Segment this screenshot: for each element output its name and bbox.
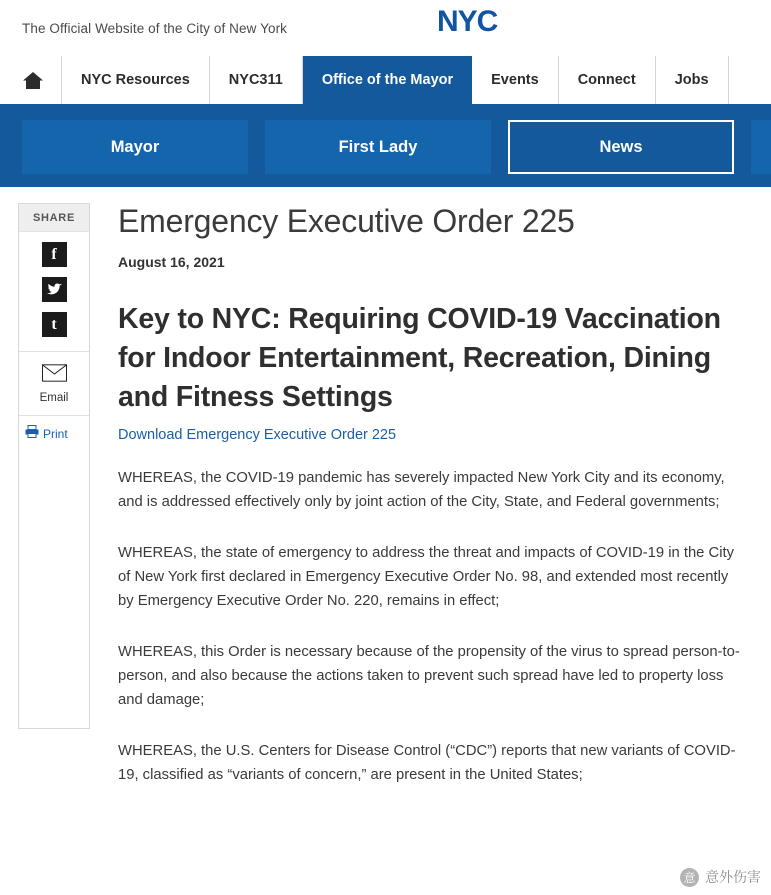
nyc-logo[interactable]: NYC [437,5,498,38]
nav-label: NYC311 [228,72,283,88]
subnav-item-mayor[interactable] [22,120,248,174]
section-navigation [0,107,771,187]
page-title: Emergency Executive Order 225 [118,203,575,239]
subnav-item-news[interactable] [508,120,734,174]
content-area [0,187,771,814]
site-tagline: The Official Website of the City of New York [22,20,288,36]
download-order-link[interactable]: Download Emergency Executive Order 225 [118,426,397,443]
nav-item-jobs[interactable] [656,56,729,104]
tumblr-icon[interactable]: t [42,312,67,337]
twitter-icon[interactable] [42,277,67,302]
article-paragraph: WHEREAS, the state of emergency to address the threat and impacts of COVID-19 in the City of New York first declared in Emergency Executive Order No. 98, and extended most recently by Emergency Executive Order No. 220, remains in effect; [118,544,734,609]
facebook-icon[interactable]: f [42,242,67,267]
nav-item-office-of-the-mayor[interactable] [303,56,472,104]
subnav-label: Mayor [110,137,160,156]
print-button[interactable] [19,416,89,452]
envelope-icon [42,369,67,386]
publish-date: August 16, 2021 [118,253,225,270]
nav-label: NYC Resources [81,72,190,88]
share-heading: SHARE [19,204,89,232]
site-header [0,0,771,56]
subnav-label: First Lady [338,137,418,156]
order-subject-heading: Key to NYC: Requiring COVID-19 Vaccination for Indoor Entertainment, Recreation, Dining and Fitness Settings [118,302,721,414]
nav-label: Office of the Mayor [321,72,454,88]
nav-item-connect[interactable] [559,56,656,104]
nav-label: Events [491,72,539,88]
nav-item-nyc311[interactable] [210,56,303,104]
watermark [680,867,761,887]
email-label: Email [39,392,69,404]
printer-icon [25,425,39,443]
watermark-badge: 意 [680,868,699,887]
subnav-item-first-lady[interactable] [265,120,491,174]
article-paragraph: WHEREAS, the COVID-19 pandemic has severely impacted New York City and its economy, and is addressed effectively only by joint action of the City, State, and Federal governments; [118,469,725,510]
email-share-button[interactable] [19,352,89,416]
nav-item-home[interactable] [0,56,62,104]
subnav-label: News [599,137,643,156]
article-paragraph: WHEREAS, the U.S. Centers for Disease Control (“CDC”) reports that new variants of COVID-19, classified as “variants of concern,” are present in the United States; [118,742,736,783]
nav-item-events[interactable] [472,56,559,104]
nav-label: Jobs [674,72,709,88]
home-icon [22,71,44,90]
share-rail [18,203,90,729]
main-navigation [0,56,771,107]
nav-item-nyc-resources[interactable] [62,56,210,104]
article [90,187,771,814]
print-label: Print [43,427,68,441]
watermark-text: 意外伤害 [705,869,761,885]
share-icon-group [19,232,89,352]
nav-label: Connect [577,72,636,88]
article-paragraph: WHEREAS, this Order is necessary because of the propensity of the virus to spread person-to-person, and also because the actions taken to prevent such spread have led to property loss and damage; [118,643,740,708]
subnav-item-overflow[interactable] [751,120,771,174]
